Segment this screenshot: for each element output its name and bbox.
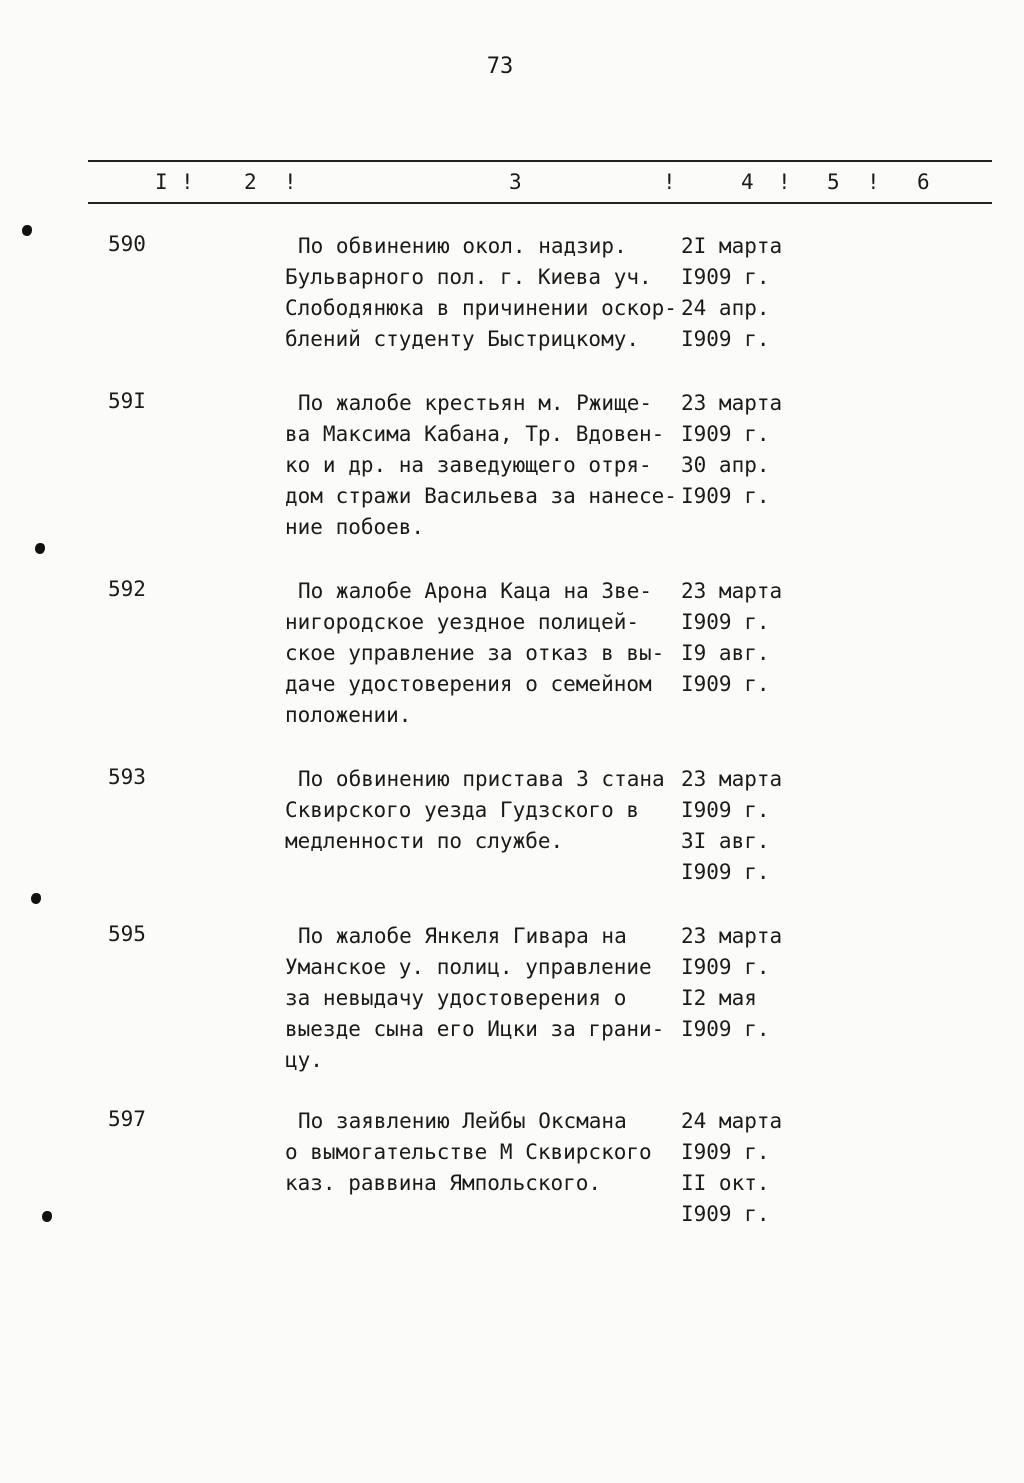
record-date-line: I909 г. — [681, 422, 770, 446]
record-description-line: о вымогательстве М Сквирского — [285, 1140, 652, 1164]
record-description-line: Слободянюка в причинении оскор- — [285, 296, 677, 320]
record-description-line: дом стражи Васильева за нанесе- — [285, 484, 677, 508]
record-date-line: I909 г. — [681, 1202, 770, 1226]
record-description-line: Уманское у. полиц. управление — [285, 955, 652, 979]
record-number: 592 — [108, 577, 146, 601]
record-description-line: По жалобе крестьян м. Ржище- — [298, 391, 653, 415]
record-description-line: По заявлению Лейбы Оксмана — [298, 1109, 627, 1133]
record-number: 59I — [108, 389, 146, 413]
record-date-line: II окт. — [681, 1171, 770, 1195]
column-header-4: 4 — [741, 170, 754, 194]
record-description-line: блений студенту Быстрицкому. — [285, 327, 640, 351]
record-date-line: I2 мая — [681, 986, 757, 1010]
binding-hole-mark — [35, 543, 45, 554]
record-description-line: ние побоев. — [285, 515, 425, 539]
record-description-line: По обвинению пристава 3 стана — [298, 767, 665, 791]
record-date-line: I909 г. — [681, 860, 770, 884]
record-date-line: I909 г. — [681, 1017, 770, 1041]
column-header-3: 3 — [509, 170, 522, 194]
record-description-line: ское управление за отказ в вы- — [285, 641, 665, 665]
record-date-line: I909 г. — [681, 798, 770, 822]
column-header-5: 5 — [827, 170, 840, 194]
record-number: 593 — [108, 765, 146, 789]
record-date-line: I909 г. — [681, 327, 770, 351]
record-date-line: I909 г. — [681, 484, 770, 508]
record-description-line: По обвинению окол. надзир. — [298, 234, 627, 258]
record-date-line: I909 г. — [681, 1140, 770, 1164]
record-number: 595 — [108, 922, 146, 946]
record-description-line: По жалобе Янкеля Гивара на — [298, 924, 627, 948]
column-header-1: I — [155, 170, 168, 194]
page-number: 73 — [486, 54, 514, 79]
record-description-line: за невыдачу удостоверения о — [285, 986, 627, 1010]
record-date-line: 30 апр. — [681, 453, 770, 477]
record-description-line: положении. — [285, 703, 412, 727]
record-date-line: 24 марта — [681, 1109, 783, 1133]
record-date-line: 2I марта — [681, 234, 783, 258]
record-date-line: 24 апр. — [681, 296, 770, 320]
record-date-line: I909 г. — [681, 610, 770, 634]
record-date-line: I909 г. — [681, 672, 770, 696]
record-date-line: I909 г. — [681, 265, 770, 289]
record-description-line: даче удостоверения о семейном — [285, 672, 652, 696]
table-top-rule — [88, 160, 992, 162]
column-separator: ! — [284, 170, 297, 194]
record-number: 590 — [108, 232, 146, 256]
record-date-line: 23 марта — [681, 579, 783, 603]
column-separator: ! — [181, 170, 194, 194]
record-description-line: Бульварного пол. г. Киева уч. — [285, 265, 652, 289]
record-date-line: I9 авг. — [681, 641, 770, 665]
record-description-line: ко и др. на заведующего отря- — [285, 453, 652, 477]
binding-hole-mark — [22, 225, 32, 236]
record-date-line: 23 марта — [681, 767, 783, 791]
record-description-line: цу. — [285, 1048, 323, 1072]
record-date-line: 23 марта — [681, 924, 783, 948]
record-date-line: I909 г. — [681, 955, 770, 979]
column-separator: ! — [867, 170, 880, 194]
record-description-line: По жалобе Арона Каца на Зве- — [298, 579, 653, 603]
record-description-line: выезде сына его Ицки за грани- — [285, 1017, 665, 1041]
binding-hole-mark — [31, 893, 41, 904]
column-separator: ! — [663, 170, 676, 194]
column-separator: ! — [778, 170, 791, 194]
record-number: 597 — [108, 1107, 146, 1131]
record-date-line: 3I авг. — [681, 829, 770, 853]
column-header-6: 6 — [917, 170, 930, 194]
column-header-2: 2 — [244, 170, 257, 194]
record-description-line: ва Максима Кабана, Тр. Вдовен- — [285, 422, 665, 446]
record-description-line: Сквирского уезда Гудзского в — [285, 798, 640, 822]
table-header-rule — [88, 202, 992, 204]
record-description-line: медленности по службе. — [285, 829, 564, 853]
record-description-line: нигородское уездное полицей- — [285, 610, 640, 634]
binding-hole-mark — [42, 1211, 52, 1222]
record-date-line: 23 марта — [681, 391, 783, 415]
record-description-line: каз. раввина Ямпольского. — [285, 1171, 602, 1195]
